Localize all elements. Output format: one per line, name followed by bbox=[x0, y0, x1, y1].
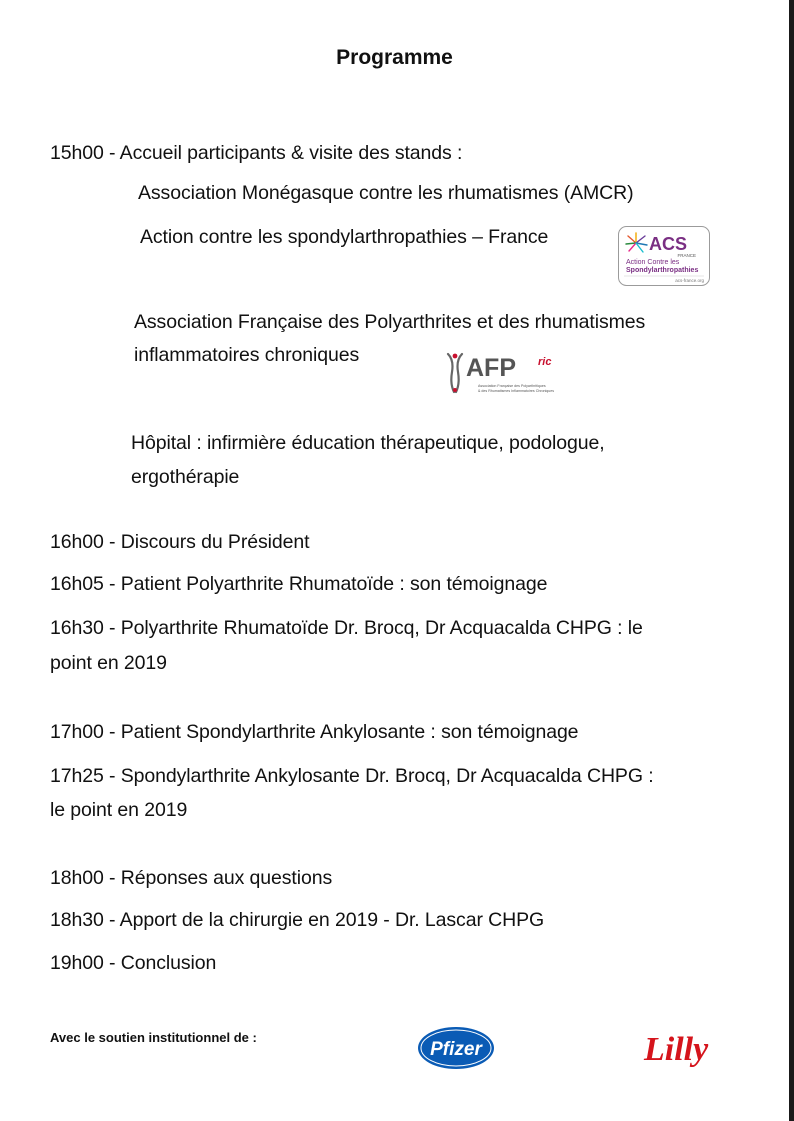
acs-logo-line2: Spondylarthropathies bbox=[626, 267, 699, 274]
afp-logo-name: AFP bbox=[466, 354, 516, 382]
afp-logo-sup: ric bbox=[538, 356, 552, 368]
afp-logo bbox=[444, 346, 572, 398]
program-line: 16h00 - Discours du Président bbox=[50, 531, 310, 553]
acs-logo-site: acs-france.org bbox=[675, 278, 704, 283]
pfizer-logo bbox=[416, 1024, 496, 1072]
lilly-logo-name: Lilly bbox=[644, 1031, 709, 1068]
sponsor-label: Avec le soutien institutionnel de : bbox=[50, 1030, 257, 1045]
program-line: 18h30 - Apport de la chirurgie en 2019 - Dr. Lascar CHPG bbox=[50, 909, 545, 931]
acs-logo-line1: Action Contre les bbox=[626, 259, 680, 266]
program-line: le point en 2019 bbox=[50, 799, 188, 821]
program-line: ergothérapie bbox=[131, 466, 240, 488]
program-line: Hôpital : infirmière éducation thérapeutique, podologue, bbox=[131, 432, 605, 454]
lilly-logo bbox=[640, 1022, 732, 1070]
acs-logo-name: ACS bbox=[649, 234, 688, 254]
program-line: 15h00 - Accueil participants & visite des stands : bbox=[50, 142, 463, 164]
program-line: Action contre les spondylarthropathies – France bbox=[140, 226, 549, 248]
program-line: 17h00 - Patient Spondylarthrite Ankylosante : son témoignage bbox=[50, 721, 579, 743]
afp-logo-line1: Association Française des Polyarthritiques bbox=[478, 384, 546, 388]
page-edge bbox=[789, 0, 794, 1121]
program-line: inflammatoires chroniques bbox=[134, 344, 360, 366]
program-line: 17h25 - Spondylarthrite Ankylosante Dr. Brocq, Dr Acquacalda CHPG : bbox=[50, 765, 654, 787]
program-line: Association Monégasque contre les rhumatismes (AMCR) bbox=[138, 182, 634, 204]
program-line: 16h05 - Patient Polyarthrite Rhumatoïde : son témoignage bbox=[50, 573, 548, 595]
page-title: Programme bbox=[336, 46, 453, 69]
acs-logo bbox=[618, 226, 710, 286]
program-line: 19h00 - Conclusion bbox=[50, 952, 217, 974]
program-line: point en 2019 bbox=[50, 652, 167, 674]
program-line: 16h30 - Polyarthrite Rhumatoïde Dr. Brocq, Dr Acquacalda CHPG : le bbox=[50, 617, 643, 639]
afp-logo-line2: & des Rhumatismes Inflammatoires Chroniques bbox=[478, 389, 555, 393]
program-line: 18h00 - Réponses aux questions bbox=[50, 867, 333, 889]
program-line: Association Française des Polyarthrites et des rhumatismes bbox=[134, 311, 646, 333]
acs-logo-sub: FRANCE bbox=[677, 253, 696, 258]
pfizer-logo-name: Pfizer bbox=[430, 1039, 482, 1060]
